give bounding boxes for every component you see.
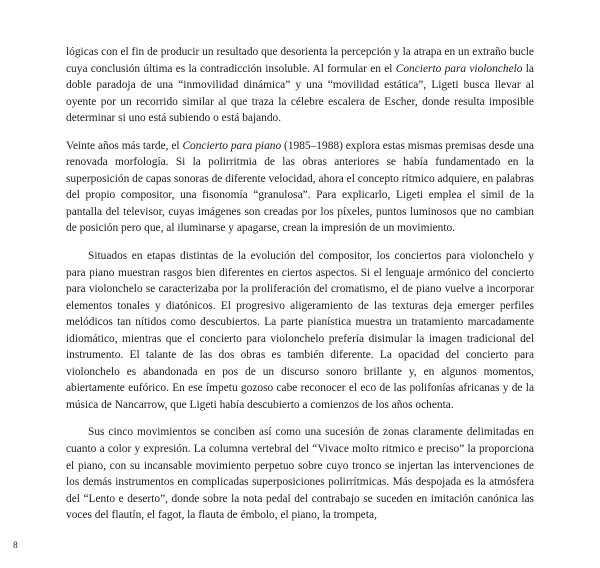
- page-number: 8: [13, 541, 18, 551]
- text-run: Veinte años más tarde, el: [66, 139, 183, 152]
- italic-title-piano-concerto: Concierto para piano: [182, 139, 282, 152]
- body-text-column: [66, 44, 534, 524]
- text-run: lógicas con el fin de producir un resultado que desorienta la percepción y la atrapa en un extraño bucle cuya conclusión última es la contradicción insoluble. Al formular en el: [66, 46, 534, 75]
- paragraph-4: Sus cinco movimientos se conciben así como una sucesión de zonas claramente delimitadas en cuanto a color y expresión. La columna vertebral del “Vivace molto ritmico e preciso” la proporciona el piano, con su incansable movimiento perpetuo sobre cuyo tronco se injertan las intervenciones de los demás instrumentos en complicadas superposiciones polirrítmicas. Más despojada es la atmósfera del “Lento e deserto”, donde sobre la nota pedal del contrabajo se suceden en imitación canónica las voces del flautín, el fagot, la flauta de émbolo, el piano, la trompeta,: [66, 426, 534, 522]
- text-run: la doble paradoja de una “inmovilidad dinámica” y una “movilidad estática”, Ligeti busca llevar al oyente por un recorrido similar al que traza la célebre escalera de Escher, donde resulta imposible determinar si uno está subiendo o está bajando.: [66, 62, 534, 125]
- paragraph-3: Situados en etapas distintas de la evolución del compositor, los conciertos para violonchelo y para piano muestran rasgos bien diferentes en ciertos aspectos. Si el lenguaje armónico del concierto para violonchelo se caracterizaba por la proliferación del cromatismo, el de piano vuelve a incorporar elementos tonales y diatónicos. El progresivo aligeramiento de las texturas deja emerger perfiles melódicos tan nítidos como descubiertos. La parte pianística muestra un tratamiento marcadamente idiomático, mientras que el concierto para violonchelo prefería disimular la imagen tradicional del instrumento. El talante de las dos obras es también diferente. La opacidad del concierto para violonchelo es abandonada en pos de un discurso sonoro brillante y, en algunos momentos, abiertamente eufórico. En ese ímpetu gozoso cabe reconocer el eco de las polifonías africanas y de la música de Nancarrow, que Ligeti había descubierto a comienzos de los años ochenta.: [66, 250, 534, 411]
- paragraph-2: [66, 138, 534, 237]
- italic-title-cello-concerto: Concierto para violonchelo: [395, 62, 523, 75]
- paragraph-1: [66, 44, 534, 127]
- text-run: (1985–1988) explora estas mismas premisas desde una renovada morfología. Si la polirritmia de las obras anteriores se había fundamentado en la superposición de capas sonoras de diferente velocidad, ahora el concepto rítmico adquiere, en palabras del propio compositor, una fisonomía “granulosa”. Para explicarlo, Ligeti emplea el símil de la pantalla del televisor, cuyas imágenes son creadas por los píxeles, puntos luminosos que no cambian de posición pero que, al iluminarse y apagarse, crean la impresión de un movimiento.: [66, 139, 534, 235]
